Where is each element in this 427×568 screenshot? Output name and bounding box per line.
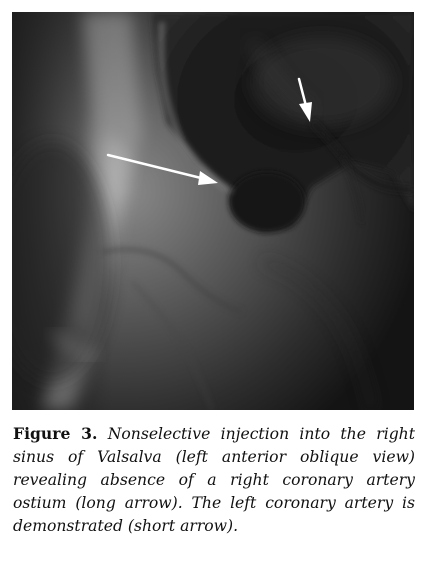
figure-label: Figure 3. bbox=[13, 424, 98, 443]
figure-caption-text: Nonselective injection into the right sinus of Valsalva (left anterior oblique view) revealing absence of a right coronary artery ostium (long arrow). The left coronary artery is demonstrated (short arrow). bbox=[13, 425, 415, 535]
angiogram-image bbox=[12, 12, 414, 410]
figure-caption bbox=[13, 422, 415, 538]
